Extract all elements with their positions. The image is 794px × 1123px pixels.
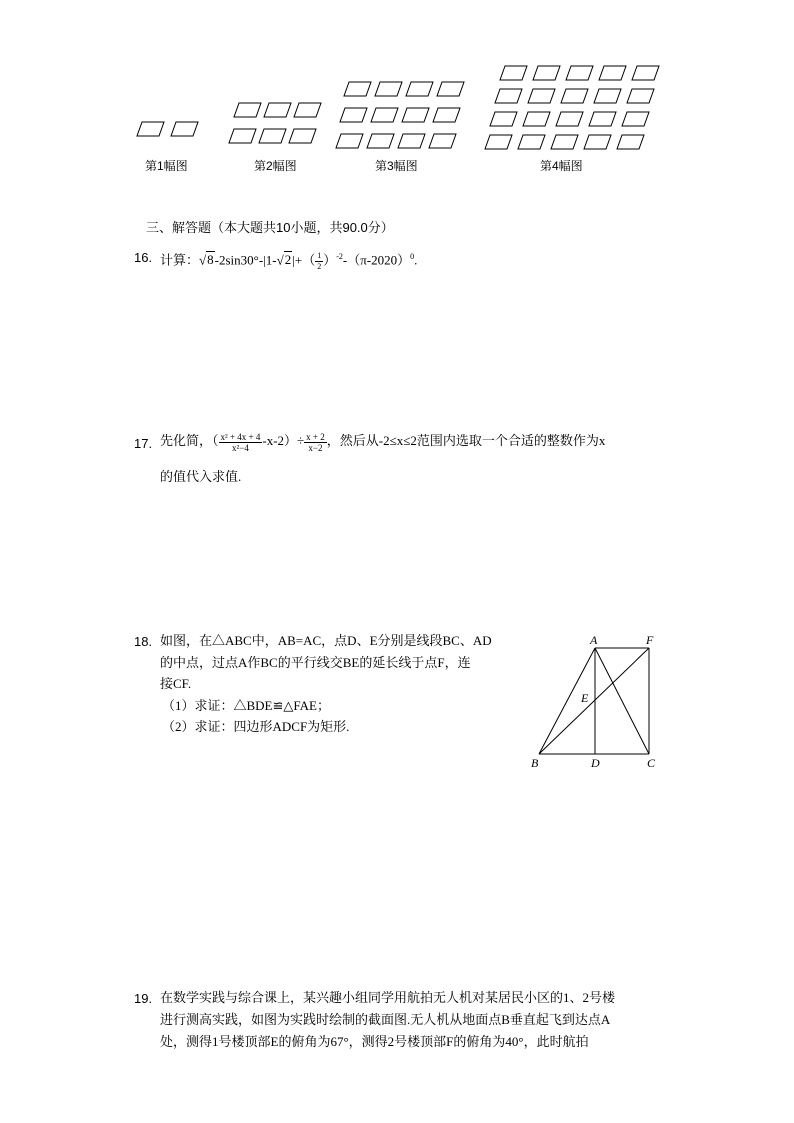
parallelogram-shape: [551, 135, 578, 149]
parallelogram-shape: [528, 89, 555, 103]
parallelogram-shape: [599, 66, 626, 80]
q16-part4: -（π-2020）: [342, 252, 411, 268]
parallelogram-shape: [561, 89, 588, 103]
q17-line2: 的值代入求值.: [160, 469, 242, 484]
parallelogram-shape: [375, 82, 402, 96]
segment-BF: [539, 648, 649, 754]
parallelogram-shape: [344, 82, 371, 96]
parallelogram-shape: [495, 89, 522, 103]
q18-line5: （2）求证：四边形ADCF为矩形.: [162, 719, 350, 734]
parallelogram-shape: [137, 122, 164, 136]
parallelogram-shape: [566, 66, 593, 80]
parallelogram-shape: [437, 82, 464, 96]
q16-exp2: 0: [410, 252, 415, 261]
parallelogram-shape: [264, 103, 291, 117]
q18-number: 18.: [134, 634, 153, 649]
parallelogram-shape: [406, 82, 433, 96]
sqrt-symbol: √: [276, 252, 284, 268]
q19-line1: 在数学实践与综合课上，某兴趣小组同学用航拍无人机对某居民小区的1、2号楼: [160, 990, 616, 1005]
label-B: B: [531, 756, 539, 770]
q16-sqrt2-radicand: 2: [284, 252, 292, 268]
figure-caption-4: 第4幅图: [540, 159, 583, 173]
parallelogram-shape: [340, 108, 367, 122]
q17-fraction-1: [219, 432, 263, 453]
parallelogram-shape: [632, 66, 659, 80]
label-D: D: [591, 756, 600, 770]
q16-part3: ）: [323, 252, 337, 268]
parallelogram-shape: [518, 135, 545, 149]
parallelogram-shape: [402, 108, 429, 122]
parallelogram-shape: [594, 89, 621, 103]
parallelogram-shape: [398, 134, 425, 148]
q16-fraction: [315, 251, 323, 272]
q19-line3: 处，测得1号楼顶部E的俯角为67°，测得2号楼顶部F的俯角为40°，此时航拍: [160, 1034, 589, 1049]
q17-lead: 先化简，（: [160, 433, 219, 448]
parallelogram-shape: [617, 135, 644, 149]
parallelogram-shape: [433, 108, 460, 122]
q16-lead: 计算：: [160, 252, 200, 268]
label-C: C: [647, 756, 656, 770]
q16-expression: [160, 246, 417, 272]
parallelogram-shape: [556, 112, 583, 126]
q16-part5: .: [414, 252, 418, 268]
parallelogram-shape: [429, 134, 456, 148]
parallelogram-shape: [367, 134, 394, 148]
parallelogram-shape: [627, 89, 654, 103]
q17-tail: ，然后从-2≤x≤2范围内选取一个合适的整数作为x: [326, 433, 606, 448]
q18-line3: 接CF.: [160, 676, 192, 691]
parallelogram-shape: [229, 129, 256, 143]
parallelogram-shape: [259, 129, 286, 143]
parallelogram-shape: [584, 135, 611, 149]
q17-frac2-num: x + 2: [306, 431, 325, 442]
q16-frac-den: 2: [317, 261, 322, 271]
figure-caption-2: 第2幅图: [254, 159, 297, 173]
q19-number: 19.: [134, 991, 153, 1006]
label-F: F: [646, 633, 654, 647]
q17-fraction-2: [304, 432, 327, 453]
parallelogram-shape: [533, 66, 560, 80]
q19-line2: 进行测高实践，如图为实践时绘制的截面图.无人机从地面点B垂直起飞到达点A: [160, 1012, 611, 1027]
section-title: 三、解答题（本大题共10小题，共90.0分）: [146, 220, 394, 235]
q16-part2: |+（: [292, 252, 316, 268]
geometry-figure: [525, 628, 665, 773]
label-A: A: [590, 633, 598, 647]
q17-mid: -x-2）÷: [262, 433, 305, 448]
q16-number: 16.: [134, 250, 153, 265]
parallelogram-shape: [485, 135, 512, 149]
q16-part1: -2sin30°-|1-: [214, 252, 277, 268]
q17-frac1-den: x²−4: [232, 442, 249, 453]
q18-line1: 如图，在△ABC中，AB=AC，点D、E分别是线段BC、AD: [160, 633, 492, 648]
parallelogram-shape: [336, 134, 363, 148]
q16-exp1: -2: [336, 252, 343, 261]
parallelogram-shape: [371, 108, 398, 122]
parallelogram-shape: [589, 112, 616, 126]
parallelogram-shape: [523, 112, 550, 126]
q16-frac-num: 1: [317, 250, 322, 260]
parallelogram-shape: [500, 66, 527, 80]
q17-number: 17.: [134, 436, 153, 451]
q16-sqrt-radicand: 8: [207, 252, 214, 268]
sqrt-symbol: √: [199, 252, 207, 268]
parallelogram-pattern-figure: [130, 58, 670, 153]
q17-expression: [160, 430, 605, 453]
figure-caption-3: 第3幅图: [375, 159, 418, 173]
q18-line4: （1）求证：△BDE≌△FAE；: [162, 698, 330, 713]
q18-line2: 的中点，过点A作BC的平行线交BE的延长线于点F，连: [160, 655, 471, 670]
label-E: E: [581, 691, 589, 705]
q17-frac2-den: x−2: [308, 442, 323, 453]
figure-caption-1: 第1幅图: [145, 159, 188, 173]
parallelogram-shape: [490, 112, 517, 126]
parallelogram-shape: [294, 103, 321, 117]
q17-frac1-num: x² + 4x + 4: [220, 431, 261, 442]
segment-AC: [595, 648, 649, 754]
parallelogram-shape: [622, 112, 649, 126]
parallelogram-shape: [289, 129, 316, 143]
parallelogram-shape: [234, 103, 261, 117]
parallelogram-shape: [171, 122, 198, 136]
